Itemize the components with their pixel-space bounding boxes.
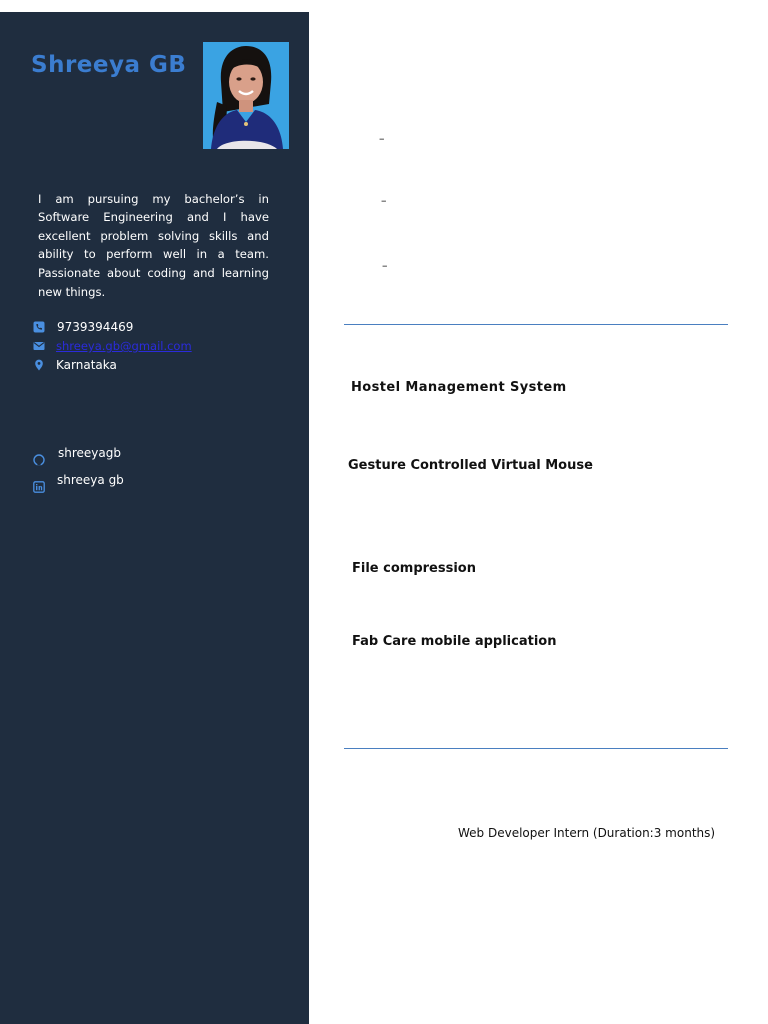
- github-row: [33, 440, 121, 466]
- phone-row: [33, 320, 133, 334]
- empty-bullet-dash: –: [382, 259, 388, 272]
- experience-role: Web Developer Intern (Duration:3 months): [458, 826, 716, 840]
- sidebar: [0, 12, 309, 1024]
- linkedin-username[interactable]: shreeya gb: [57, 473, 124, 487]
- location-row: [33, 358, 117, 372]
- linkedin-row: [33, 467, 124, 493]
- section-divider: [344, 324, 728, 325]
- email-row: [33, 339, 192, 353]
- map-pin-icon: [33, 359, 45, 371]
- github-username[interactable]: shreeyagb: [58, 446, 121, 460]
- profile-photo: [203, 42, 289, 149]
- section-divider: [344, 748, 728, 749]
- github-icon: [33, 454, 45, 466]
- empty-bullet-dash: –: [381, 194, 387, 207]
- project-title: Hostel Management System: [351, 380, 567, 395]
- project-title: File compression: [352, 561, 476, 576]
- phone-icon: [33, 321, 45, 333]
- location-text: Karnataka: [56, 358, 117, 372]
- phone-number: 9739394469: [57, 320, 134, 334]
- empty-bullet-dash: –: [379, 132, 385, 145]
- project-title: Fab Care mobile application: [352, 634, 557, 649]
- profile-summary: I am pursuing my bachelor’s in Software Engineering and I have excellent problem solving skills and ability to perform well in a team. Passionate about coding and learning new things.: [38, 191, 269, 299]
- linkedin-icon: [33, 481, 45, 493]
- email-link[interactable]: shreeya.gb@gmail.com: [56, 339, 192, 353]
- candidate-name: Shreeya GB: [31, 52, 187, 78]
- envelope-icon: [33, 340, 45, 352]
- project-title: Gesture Controlled Virtual Mouse: [348, 458, 593, 473]
